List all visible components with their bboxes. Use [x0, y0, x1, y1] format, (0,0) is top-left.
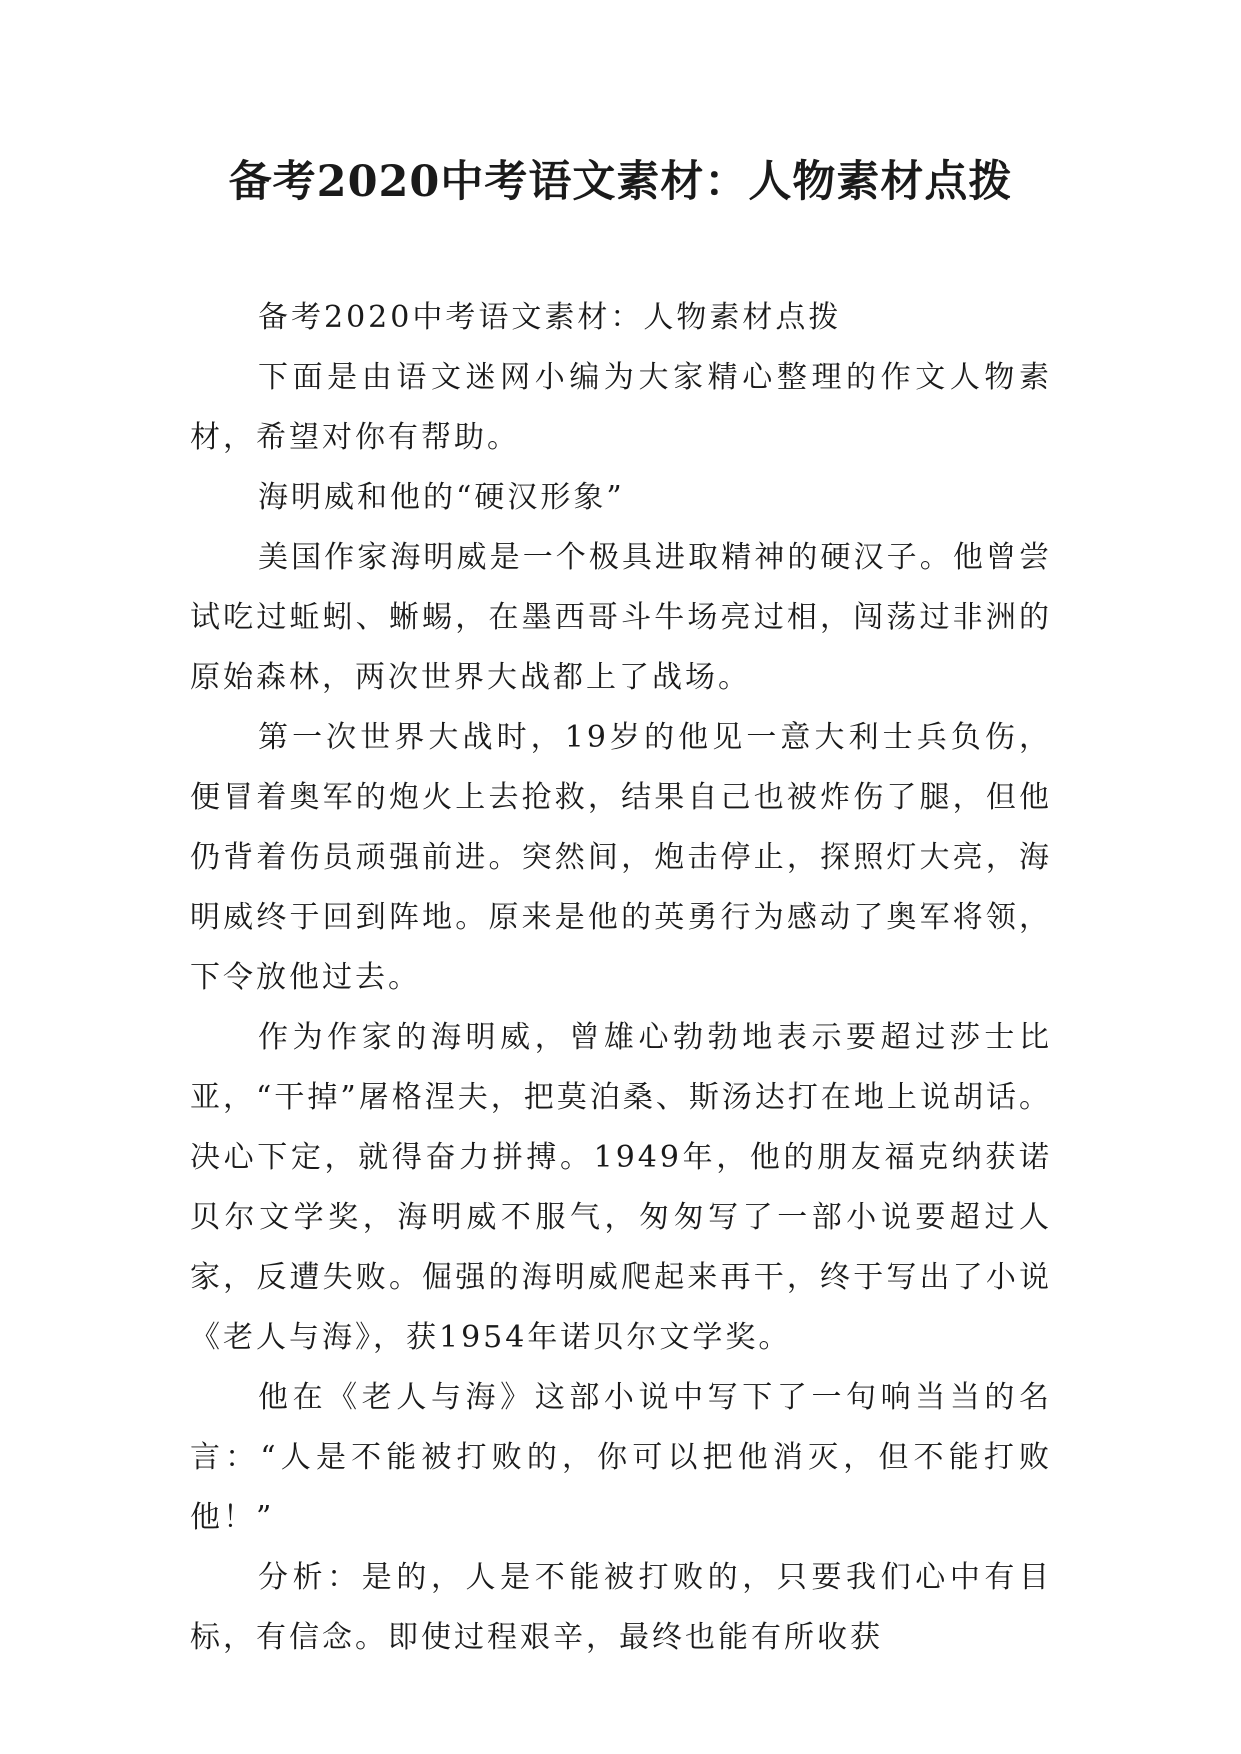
paragraph-heading: 海明威和他的“硬汉形象” [258, 480, 625, 515]
paragraph-subtitle: 备考2020中考语文素材：人物素材点拨 [258, 300, 842, 335]
paragraph-analysis: 分析：是的，人是不能被打败的，只要我们心中有目标，有信念。即使过程艰辛，最终也能有所收获 [190, 1560, 1052, 1655]
paragraph-story-2: 第一次世界大战时，19岁的他见一意大利士兵负伤，便冒着奥军的炮火上去抢救，结果自己也被炸伤了腿，但他仍背着伤员顽强前进。突然间，炮击停止，探照灯大亮，海明威终于回到阵地。原来是他的英勇行为感动了奥军将领，下令放他过去。 [190, 720, 1052, 995]
paragraph-story-3: 作为作家的海明威，曾雄心勃勃地表示要超过莎士比亚，“干掉”屠格涅夫，把莫泊桑、斯汤达打在地上说胡话。决心下定，就得奋力拼搏。1949年，他的朋友福克纳获诺贝尔文学奖，海明威不服气，匆匆写了一部小说要超过人家，反遭失败。倔强的海明威爬起来再干，终于写出了小说《老人与海》，获1954年诺贝尔文学奖。 [190, 1020, 1052, 1355]
document-body [190, 288, 1052, 1668]
document-title: 备考2020中考语文素材：人物素材点拨 [228, 157, 1013, 207]
paragraph-quote: 他在《老人与海》这部小说中写下了一句响当当的名言：“人是不能被打败的，你可以把他消灭，但不能打败他！” [190, 1380, 1052, 1535]
paragraph-intro: 下面是由语文迷网小编为大家精心整理的作文人物素材，希望对你有帮助。 [190, 360, 1052, 455]
paragraph-story-1: 美国作家海明威是一个极具进取精神的硬汉子。他曾尝试吃过蚯蚓、蜥蜴，在墨西哥斗牛场亮过相，闯荡过非洲的原始森林，两次世界大战都上了战场。 [190, 540, 1052, 695]
